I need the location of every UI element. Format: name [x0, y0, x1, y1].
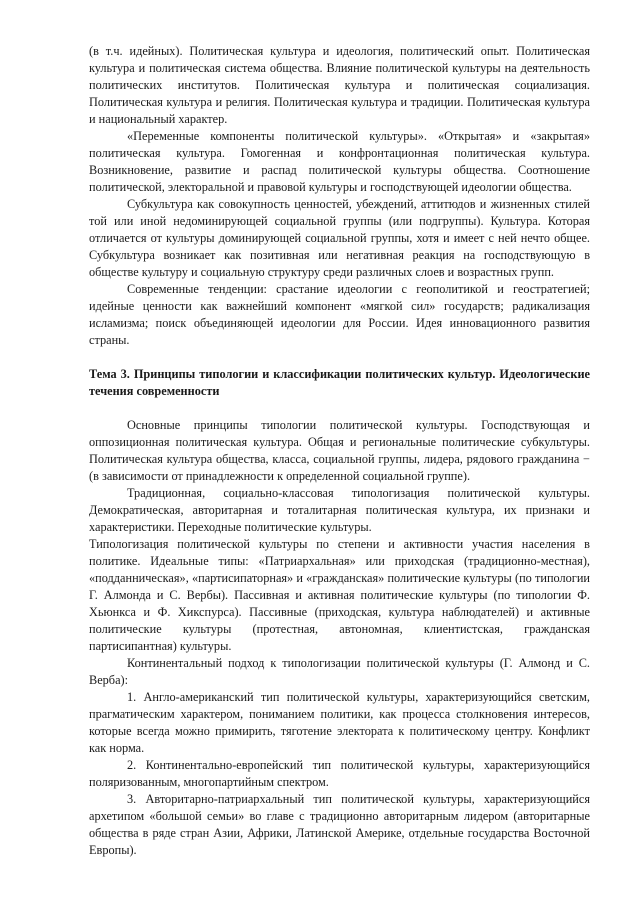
paragraph: Основные принципы типологии политической культуры. Господствующая и оппозиционная политическая культура. Общая и региональные политические субкультуры. Политическая культура общества, класса, социальной группы, лидера, рядового гражданина − (в зависимости от принадлежности к определенной социальной группе). [89, 418, 590, 483]
spacer [89, 400, 590, 417]
paragraph: «Переменные компоненты политической культуры». «Открытая» и «закрытая» политическая культура. Гомогенная и конфронтационная политическая культура. Возникновение, развитие и распад политической культуры общества. Соотношение политической, электоральной и правовой культуры и господствующей идеологии общества. [89, 129, 590, 194]
paragraph: Субкультура как совокупность ценностей, убеждений, аттитюдов и жизненных стилей той или иной недоминирующей социальной группы (или подгруппы). Культура. Которая отличается от культуры доминирующей социальной группы, хотя и имеет с ней нечто общее. Субкультура возникает как позитивная или негативная реакция на господствующую в обществе культуру и социальную структуру среди различных слоев и возрастных групп. [89, 197, 590, 279]
paragraph: Традиционная, социально-классовая типологизация политической культуры. Демократическая, авторитарная и тоталитарная политическая культура, их признаки и характеристики. Переходные политические культуры. [89, 486, 590, 534]
paragraph: Современные тенденции: срастание идеологии с геополитикой и геостратегией; идейные ценности как важнейший компонент «мягкой сил» государств; радикализация исламизма; поиск объединяющей идеологии для России. Идея инновационного развития страны. [89, 282, 590, 347]
section-heading: Тема 3. Принципы типологии и классификации политических культур. Идеологические течения современности [89, 367, 590, 398]
paragraph: (в т.ч. идейных). Политическая культура и идеология, политический опыт. Политическая культура и политическая система общества. Влияние политической культуры на деятельность политических институтов. Политическая культура и политическая социализация. Политическая культура и религия. Политическая культура и традиции. Политическая культура и национальный характер. [89, 44, 590, 126]
list-item: 2. Континентально-европейский тип политической культуры, характеризующийся поляризованным, многопартийным спектром. [89, 758, 590, 789]
spacer [89, 349, 590, 366]
paragraph: Типологизация политической культуры по степени и активности участия населения в политике. Идеальные типы: «Патриархальная» или приходская (традиционно-местная), «подданническая», «партисипаторная» и «гражданская» политические культуры (по типологии Г. Алмонда и С. Вербы). Пассивная и активная политические культуры (по типологии Ф. Хьюнкса и Ф. Хикспурса). Пассивные (приходская, культура наблюдателей) и активные политические культуры (протестная, автономная, клиентистская, гражданская партисипантная) культуры. [89, 537, 590, 653]
list-item: 3. Авторитарно-патриархальный тип политической культуры, характеризующийся архетипом «большой семьи» во главе с традиционно авторитарным лидером (авторитарные общества в ряде стран Азии, Африки, Латинской Америке, отдельные государства Восточной Европы). [89, 792, 590, 857]
paragraph: Континентальный подход к типологизации политической культуры (Г. Алмонд и С. Верба): [89, 656, 590, 687]
list-item: 1. Англо-американский тип политической культуры, характеризующийся светским, прагматическим характером, пониманием политики, как процесса столкновения интересов, которые всегда можно примирить, тяготение электората к политическому центру. Конфликт как норма. [89, 690, 590, 755]
